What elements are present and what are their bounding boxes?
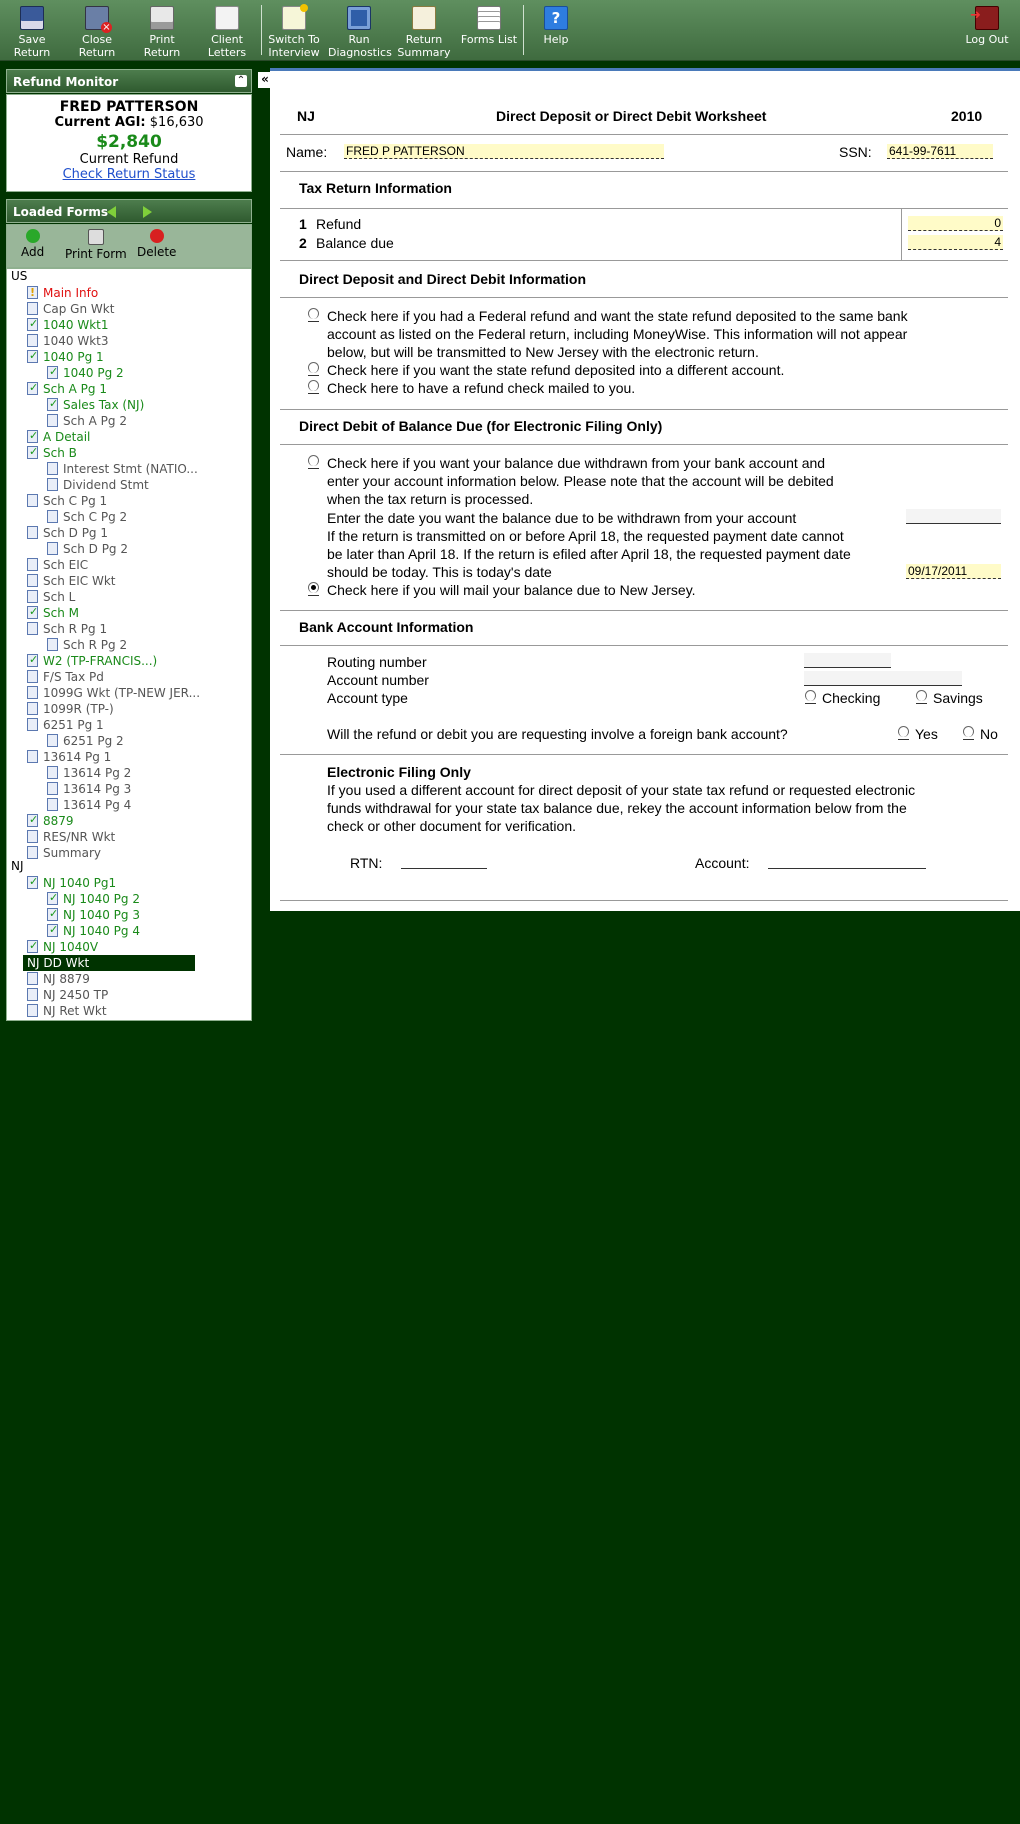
envelope-icon (215, 6, 239, 30)
tree-item[interactable] (47, 781, 131, 797)
tree-item-label: 6251 Pg 1 (43, 718, 104, 732)
help-button[interactable]: ? Help (525, 0, 587, 60)
debit-date-line4: should be today. This is today's date (327, 564, 552, 580)
balance-withdrawn-radio[interactable] (308, 455, 319, 466)
refund-monitor (6, 94, 252, 192)
return-summary-button[interactable]: Return Summary (393, 0, 455, 60)
tree-item-label: 1040 Pg 2 (63, 366, 124, 380)
tree-item[interactable] (27, 349, 104, 365)
refund-check-mailed-radio[interactable] (308, 380, 319, 391)
save-icon (20, 6, 44, 30)
rtn-field[interactable] (401, 855, 487, 869)
tree-item[interactable] (47, 637, 127, 653)
check-return-status-link[interactable]: Check Return Status (62, 167, 196, 182)
tree-item-label: NJ DD Wkt (27, 956, 90, 970)
debit-option1-line3: when the tax return is processed. (327, 491, 534, 507)
tree-item[interactable] (47, 797, 131, 813)
loaded-forms-header: Loaded Forms (6, 199, 252, 223)
divider (280, 208, 1008, 209)
tree-item-label: 8879 (43, 814, 74, 828)
form-complete-icon (47, 398, 58, 411)
tree-item[interactable] (23, 955, 195, 971)
forms-list-icon (477, 6, 501, 30)
client-letters-button[interactable]: Client Letters (196, 0, 258, 60)
dd-option1-line3: below, but will be transmitted to New Jersey with the electronic return. (327, 344, 759, 360)
tree-item-label: Sch A Pg 1 (43, 382, 107, 396)
divider (280, 171, 1008, 172)
tree-item[interactable] (47, 397, 144, 413)
refund-field[interactable]: 0 (908, 216, 1003, 231)
tree-item-label: Sch L (43, 590, 76, 604)
form-complete-icon (27, 654, 38, 667)
switch-to-interview-button[interactable]: Switch To Interview (263, 0, 325, 60)
form-complete-icon (27, 382, 38, 395)
section-bank-account: Bank Account Information (299, 619, 474, 635)
tree-item[interactable] (27, 333, 109, 349)
divider (280, 645, 1008, 646)
tree-item[interactable] (27, 1003, 107, 1019)
tree-item[interactable] (27, 525, 108, 541)
tree-item[interactable] (27, 971, 90, 987)
form-document-icon (27, 846, 38, 859)
tree-item[interactable] (47, 765, 131, 781)
line1-number: 1 (299, 216, 307, 232)
form-complete-icon (27, 350, 38, 363)
interview-icon (282, 6, 306, 30)
form-complete-icon (27, 318, 38, 331)
form-complete-icon (27, 940, 38, 953)
tree-item-label: Sch C Pg 2 (63, 510, 128, 524)
tree-item[interactable] (47, 907, 140, 923)
form-document-icon (27, 302, 38, 315)
form-complete-icon (47, 908, 58, 921)
divider (280, 754, 1008, 755)
tree-item[interactable] (27, 621, 107, 637)
form-document-icon (27, 590, 38, 603)
tree-item-label: NJ 1040 Pg 4 (63, 924, 140, 938)
print-form-button[interactable]: Print Form (65, 227, 127, 261)
verify-account-field[interactable] (768, 855, 926, 869)
form-document-icon (27, 988, 38, 1001)
account-number-label: Account number (327, 672, 429, 688)
tree-item[interactable] (27, 829, 115, 845)
savings-label: Savings (933, 690, 983, 706)
tree-item-label: 6251 Pg 2 (63, 734, 124, 748)
form-state: NJ (297, 108, 315, 124)
form-document-icon (47, 798, 58, 811)
form-document-icon (47, 414, 58, 427)
tree-item-label: NJ 2450 TP (43, 988, 109, 1002)
dd-option3: Check here to have a refund check mailed to you. (327, 380, 636, 396)
debit-date-line1: Enter the date you want the balance due to be withdrawn from your account (327, 510, 797, 526)
form-document-icon (47, 462, 58, 475)
tree-item-label: Sch B (43, 446, 77, 460)
tree-item-label: Main Info (43, 286, 99, 300)
mail-balance-due-radio[interactable] (308, 582, 319, 593)
form-document-icon (27, 702, 38, 715)
rtn-label: RTN: (350, 855, 383, 871)
tree-item[interactable] (27, 301, 114, 317)
form-complete-icon (27, 876, 38, 889)
savings-radio[interactable] (916, 690, 927, 701)
dd-option2: Check here if you want the state refund deposited into a different account. (327, 362, 785, 378)
tree-item[interactable] (27, 317, 109, 333)
main-toolbar (0, 0, 1020, 61)
checking-radio[interactable] (805, 690, 816, 701)
tree-item-label: Sch A Pg 2 (63, 414, 127, 428)
foreign-yes-radio[interactable] (898, 726, 909, 737)
form-year: 2010 (951, 108, 983, 124)
tree-item-label: Dividend Stmt (63, 478, 149, 492)
account-number-field[interactable] (804, 671, 962, 686)
efile-line2: funds withdrawal for your state tax balance due, rekey the account information below from the (327, 800, 907, 816)
tree-item[interactable] (47, 461, 198, 477)
loaded-forms-toolbar (6, 224, 252, 268)
section-tax-return-info: Tax Return Information (299, 180, 452, 196)
debit-date-line3: be later than April 18. If the return is efiled after April 18, the requested payment date (327, 546, 851, 562)
tree-item-label: Sch D Pg 2 (63, 542, 128, 556)
tree-item[interactable] (27, 717, 104, 733)
same-federal-account-radio[interactable] (308, 308, 319, 319)
tree-item-label: NJ 1040 Pg1 (43, 876, 117, 890)
efile-line1: If you used a different account for direct deposit of your state tax refund or requested electronic (327, 782, 916, 798)
form-document-icon (27, 1004, 38, 1017)
tree-item[interactable] (27, 669, 104, 685)
previous-form-arrow-icon[interactable] (107, 206, 116, 218)
form-document-icon (47, 638, 58, 651)
divider (280, 610, 1008, 611)
tree-item-label: 1099R (TP-) (43, 702, 114, 716)
tree-item[interactable] (27, 605, 79, 621)
tree-item[interactable] (47, 891, 140, 907)
next-form-arrow-icon[interactable] (143, 206, 152, 218)
tree-item-label: Sch C Pg 1 (43, 494, 108, 508)
efile-title: Electronic Filing Only (327, 764, 471, 780)
tree-item-label: 13614 Pg 2 (63, 766, 132, 780)
form-document-icon (27, 494, 38, 507)
tree-item[interactable] (27, 589, 75, 605)
tree-item[interactable] (27, 813, 74, 829)
ssn-label: SSN: (839, 144, 872, 160)
current-agi: Current AGI: $16,630 (54, 115, 204, 130)
tree-item-label: Summary (43, 846, 101, 860)
divider (280, 297, 1008, 298)
tree-item-label: NJ 8879 (43, 972, 90, 986)
tree-item[interactable] (47, 509, 127, 525)
tree-item-label: 1099G Wkt (TP-NEW JER... (43, 686, 201, 700)
tree-root-nj: NJ (11, 859, 24, 873)
line2-number: 2 (299, 235, 307, 251)
form-document-icon (47, 510, 58, 523)
tree-item-label: Sales Tax (NJ) (63, 398, 145, 412)
tree-item-label: 13614 Pg 1 (43, 750, 112, 764)
tree-item-label: F/S Tax Pd (43, 670, 104, 684)
tree-item[interactable] (27, 493, 107, 509)
section-direct-deposit: Direct Deposit and Direct Debit Information (299, 271, 587, 287)
form-complete-icon (47, 892, 58, 905)
tree-item[interactable] (47, 477, 149, 493)
tree-item[interactable] (27, 685, 200, 701)
form-document-icon (27, 972, 38, 985)
divider (280, 900, 1008, 901)
current-refund-label: Current Refund (79, 152, 179, 167)
checking-label: Checking (822, 690, 881, 706)
account-type-label: Account type (327, 690, 408, 706)
tree-item-label: RES/NR Wkt (43, 830, 116, 844)
tree-item[interactable] (27, 701, 114, 717)
tree-item-label: 13614 Pg 3 (63, 782, 132, 796)
save-return-button[interactable]: Save Return (1, 0, 63, 60)
form-document-icon (27, 622, 38, 635)
printer-icon (150, 6, 174, 30)
tree-item[interactable] (47, 365, 124, 381)
clipboard-icon (412, 6, 436, 30)
form-title: Direct Deposit or Direct Debit Worksheet (496, 108, 767, 124)
verify-account-label: Account: (695, 855, 750, 871)
form-document-icon (27, 574, 38, 587)
tree-item-label: 13614 Pg 4 (63, 798, 132, 812)
tree-item[interactable] (27, 987, 108, 1003)
tree-item[interactable] (47, 733, 124, 749)
withdrawal-date-field[interactable] (906, 509, 1001, 524)
taxpayer-name: FRED PATTERSON (59, 99, 199, 115)
form-complete-icon (47, 366, 58, 379)
run-diagnostics-button[interactable]: Run Diagnostics (328, 0, 390, 60)
divider (280, 444, 1008, 445)
form-document-icon (27, 830, 38, 843)
ssn-field[interactable]: 641-99-7611 (887, 144, 993, 159)
add-form-button[interactable]: Add (21, 227, 44, 259)
logout-icon (975, 6, 999, 30)
help-icon: ? (544, 6, 568, 30)
different-account-radio[interactable] (308, 362, 319, 373)
diagnostics-icon (347, 6, 371, 30)
tree-item-label: Cap Gn Wkt (43, 302, 115, 316)
dd-option1-line1: Check here if you had a Federal refund and want the state refund deposited to the same bank (327, 308, 908, 324)
tree-item-label: NJ Ret Wkt (43, 1004, 107, 1018)
forms-list-button[interactable]: Forms List (458, 0, 520, 60)
tree-item[interactable] (27, 939, 98, 955)
form-document-icon (27, 718, 38, 731)
log-out-button[interactable]: ➜ Log Out (956, 0, 1018, 60)
tree-item-label: Sch EIC (43, 558, 89, 572)
print-return-button[interactable]: Print Return (131, 0, 193, 60)
collapse-panel-icon[interactable]: ⌃ (236, 75, 246, 86)
tree-item[interactable] (27, 429, 90, 445)
tree-item-label: 1040 Wkt1 (43, 318, 109, 332)
tree-root-us: US (11, 269, 28, 283)
form-document-icon (47, 542, 58, 555)
form-document-icon (47, 478, 58, 491)
tree-item-label: Sch D Pg 1 (43, 526, 108, 540)
name-field[interactable]: FRED P PATTERSON (344, 144, 664, 159)
debit-option2: Check here if you will mail your balance due to New Jersey. (327, 582, 696, 598)
form-complete-icon (27, 606, 38, 619)
toolbar-separator (523, 5, 524, 55)
today-date-field[interactable]: 09/17/2011 (906, 564, 1001, 579)
balance-due-field[interactable]: 4 (908, 235, 1003, 250)
form-document-icon (27, 558, 38, 571)
tree-item[interactable] (27, 653, 157, 669)
current-refund-amount: $2,840 (96, 132, 162, 152)
divider (280, 260, 1008, 261)
form-document-icon (47, 766, 58, 779)
tree-item-label: A Detail (43, 430, 91, 444)
form-document-icon (27, 686, 38, 699)
form-document-icon (47, 782, 58, 795)
add-icon (26, 229, 40, 243)
delete-form-button[interactable]: Delete (137, 227, 176, 259)
efile-line3: check or other document for verification. (327, 818, 577, 834)
routing-number-field[interactable] (804, 653, 891, 668)
divider (280, 134, 1008, 135)
delete-icon (150, 229, 164, 243)
tree-item-label: Sch R Pg 1 (43, 622, 108, 636)
foreign-no-radio[interactable] (963, 726, 974, 737)
printer-icon (88, 229, 104, 245)
tree-item-label: Sch R Pg 2 (63, 638, 128, 652)
nj-dd-worksheet (270, 68, 1020, 911)
dd-option1-line2: account as listed on the Federal return, including MoneyWise. This information will not appear (327, 326, 908, 342)
form-complete-icon (27, 814, 38, 827)
form-document-icon (27, 670, 38, 683)
debit-date-line2: If the return is transmitted on or before April 18, the requested payment date cannot (327, 528, 844, 544)
form-warning-icon (27, 286, 38, 299)
toolbar-separator (261, 5, 262, 55)
tree-item[interactable] (27, 845, 101, 861)
tree-item[interactable] (27, 285, 98, 301)
line1-label: Refund (316, 216, 362, 232)
tree-item-label: Interest Stmt (NATIO... (63, 462, 198, 476)
tree-item[interactable] (47, 923, 140, 939)
divider (280, 409, 1008, 410)
foreign-no-label: No (980, 726, 998, 742)
tree-item-label: NJ 1040 Pg 3 (63, 908, 140, 922)
tree-item[interactable] (27, 573, 115, 589)
form-complete-icon (27, 430, 38, 443)
tree-item-label: Sch M (43, 606, 79, 620)
tree-item[interactable] (27, 445, 77, 461)
foreign-yes-label: Yes (915, 726, 938, 742)
foreign-account-question: Will the refund or debit you are requesting involve a foreign bank account? (327, 726, 788, 742)
tree-item[interactable] (47, 541, 128, 557)
loaded-forms-tree (6, 268, 252, 1021)
debit-option1-line2: enter your account information below. Please note that the account will be debited (327, 473, 834, 489)
tree-item[interactable] (27, 875, 116, 891)
tree-item-label: NJ 1040V (43, 940, 99, 954)
section-direct-debit: Direct Debit of Balance Due (for Electronic Filing Only) (299, 418, 663, 434)
divider (901, 208, 902, 260)
tree-item-label: NJ 1040 Pg 2 (63, 892, 140, 906)
tree-item[interactable] (27, 749, 111, 765)
tree-item-label: 1040 Wkt3 (43, 334, 109, 348)
tree-item-label: W2 (TP-FRANCIS...) (43, 654, 158, 668)
tree-item[interactable] (27, 381, 107, 397)
routing-number-label: Routing number (327, 654, 427, 670)
collapse-sidebar-button[interactable]: « (258, 72, 272, 88)
debit-option1-line1: Check here if you want your balance due withdrawn from your bank account and (327, 455, 826, 471)
form-document-icon (47, 734, 58, 747)
form-document-icon (27, 526, 38, 539)
close-return-button[interactable]: × Close Return (66, 0, 128, 60)
form-complete-icon (27, 446, 38, 459)
tree-item[interactable] (27, 557, 88, 573)
form-document-icon (27, 334, 38, 347)
tree-item-label: 1040 Pg 1 (43, 350, 104, 364)
name-label: Name: (286, 144, 328, 160)
tree-item-label: Sch EIC Wkt (43, 574, 116, 588)
close-return-icon (85, 6, 109, 30)
form-document-icon (27, 750, 38, 763)
refund-monitor-header: Refund Monitor ⌃ (6, 69, 252, 93)
tree-item[interactable] (47, 413, 127, 429)
form-complete-icon (47, 924, 58, 937)
line2-label: Balance due (316, 235, 394, 251)
